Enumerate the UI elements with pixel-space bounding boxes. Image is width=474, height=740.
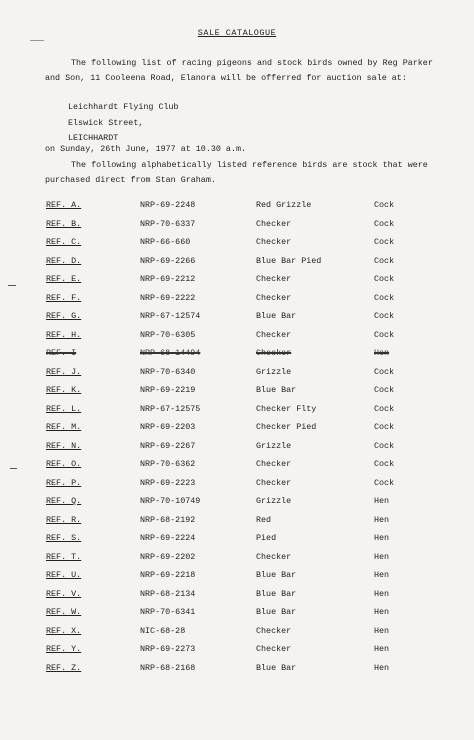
- venue-line: LEICHHARDT: [68, 133, 119, 144]
- table-row: [0, 237, 474, 249]
- bird-sex: Cock: [374, 237, 395, 247]
- bird-ring-number: NRP-68-14494: [140, 348, 201, 358]
- table-row: [0, 293, 474, 305]
- bird-ring-number: NRP-70-6305: [140, 329, 196, 340]
- bird-sex: Cock: [374, 459, 395, 469]
- sale-date: on Sunday, 26th June, 1977 at 10.30 a.m.: [45, 144, 247, 154]
- venue-line: Leichhardt Flying Club: [68, 102, 179, 112]
- bird-ref: REF. W.: [46, 607, 82, 617]
- bird-ref: REF. X.: [46, 625, 82, 636]
- bird-ref: REF. B.: [46, 218, 82, 229]
- bird-ring-number: NRP-70-6337: [140, 218, 196, 229]
- bird-colour: Grizzle: [256, 366, 292, 377]
- bird-ref: REF. J.: [46, 366, 82, 377]
- bird-colour: Blue Bar: [256, 662, 297, 673]
- bird-ring-number: NRP-70-6362: [140, 459, 196, 469]
- bird-sex: Hen: [374, 607, 390, 617]
- bird-ref: REF. S.: [46, 533, 82, 543]
- bird-colour: Checker: [256, 274, 292, 284]
- bird-ring-number: NRP-69-2219: [140, 385, 196, 395]
- page-title: SALE CATALOGUE: [197, 28, 277, 38]
- bird-ring-number: NRP-69-2273: [140, 644, 196, 654]
- bird-ring-number: NRP-68-2192: [140, 514, 196, 525]
- bird-sex: Cock: [374, 255, 395, 266]
- bird-colour: Checker Pied: [256, 422, 317, 432]
- bird-ref: REF. Y.: [46, 644, 82, 654]
- bird-ring-number: NRP-69-2223: [140, 477, 196, 488]
- bird-ref: REF. U.: [46, 570, 82, 580]
- bird-colour: Checker: [256, 459, 292, 469]
- table-row: [0, 589, 474, 601]
- bird-ref: REF. K.: [46, 385, 82, 395]
- bird-ring-number: NRP-69-2203: [140, 422, 196, 432]
- bird-colour: Checker: [256, 644, 292, 654]
- bird-ring-number: NRP-68-2134: [140, 588, 196, 599]
- bird-ring-number: NRP-66-660: [140, 237, 191, 247]
- bird-sex: Hen: [374, 514, 390, 525]
- bird-colour: Checker: [256, 218, 292, 229]
- table-row: [0, 200, 474, 212]
- bird-colour: Blue Bar: [256, 385, 297, 395]
- bird-ring-number: NRP-67-12575: [140, 403, 201, 414]
- bird-ref: REF. M.: [46, 422, 82, 432]
- table-row: [0, 515, 474, 527]
- bird-ref: REF. L.: [46, 403, 82, 414]
- bird-colour: Checker: [256, 292, 292, 303]
- bird-colour: Checker: [256, 329, 292, 340]
- table-row: [0, 256, 474, 268]
- table-row: [0, 385, 474, 397]
- bird-sex: Hen: [374, 551, 390, 562]
- bird-sex: Cock: [374, 440, 395, 451]
- bird-ref: REF. T.: [46, 551, 82, 562]
- table-row: [0, 367, 474, 379]
- table-row: [0, 663, 474, 675]
- margin-pen-mark: [10, 468, 17, 469]
- bird-colour: Checker: [256, 477, 292, 488]
- table-row: [0, 348, 474, 360]
- venue-address: [68, 100, 179, 147]
- bird-ring-number: NRP-69-2266: [140, 255, 196, 266]
- bird-sex: Hen: [374, 644, 390, 654]
- bird-sex: Cock: [374, 200, 395, 210]
- bird-ref: REF. R.: [46, 514, 82, 525]
- bird-ref: REF. D.: [46, 255, 82, 266]
- bird-sex: Hen: [374, 662, 390, 673]
- bird-sex: Cock: [374, 403, 395, 414]
- table-row: [0, 626, 474, 638]
- bird-sex: Hen: [374, 348, 390, 358]
- bird-ring-number: NRP-70-6341: [140, 607, 196, 617]
- bird-colour: Red: [256, 514, 272, 525]
- bird-ref: REF. Q.: [46, 496, 82, 506]
- margin-pen-mark: [8, 285, 16, 286]
- bird-ring-number: NRP-69-2224: [140, 533, 196, 543]
- table-row: [0, 330, 474, 342]
- bird-sex: Cock: [374, 477, 395, 488]
- table-row: [0, 404, 474, 416]
- bird-ref: REF. E.: [46, 274, 82, 284]
- bird-sex: Cock: [374, 329, 395, 340]
- margin-pen-mark: [30, 40, 44, 41]
- table-row: [0, 311, 474, 323]
- bird-ref: REF. A.: [46, 200, 82, 210]
- table-row: [0, 496, 474, 508]
- bird-ring-number: NRP-69-2212: [140, 274, 196, 284]
- table-row: [0, 441, 474, 453]
- bird-ref: REF. F.: [46, 292, 82, 303]
- table-row: [0, 552, 474, 564]
- bird-ref: REF. P.: [46, 477, 82, 488]
- intro-paragraph: The following list of racing pigeons and stock birds owned by Reg Parker and Son, 11 Cooleena Road, Elanora will be offerred for auction sale at:: [45, 58, 433, 84]
- bird-sex: Hen: [374, 570, 390, 580]
- bird-sex: Cock: [374, 366, 395, 377]
- bird-ring-number: NRP-69-2267: [140, 440, 196, 451]
- bird-colour: Checker: [256, 237, 292, 247]
- reference-note: The following alphabetically listed reference birds are stock that were purchased direct from Stan Graham.: [45, 160, 428, 186]
- table-row: [0, 459, 474, 471]
- bird-ring-number: NRP-69-2222: [140, 292, 196, 303]
- table-row: [0, 570, 474, 582]
- bird-ref: REF. N.: [46, 440, 82, 451]
- bird-colour: Checker: [256, 348, 292, 358]
- table-row: [0, 219, 474, 231]
- bird-ring-number: NIC-68-28: [140, 625, 186, 636]
- bird-colour: Checker: [256, 551, 292, 562]
- bird-ref: REF. I: [46, 348, 77, 358]
- bird-colour: Blue Bar Pied: [256, 255, 322, 266]
- venue-line: Elswick Street,: [68, 117, 144, 128]
- bird-sex: Cock: [374, 292, 395, 303]
- bird-colour: Blue Bar: [256, 311, 297, 321]
- table-row: [0, 422, 474, 434]
- bird-sex: Hen: [374, 625, 390, 636]
- bird-sex: Cock: [374, 422, 395, 432]
- bird-colour: Blue Bar: [256, 588, 297, 599]
- bird-ring-number: NRP-69-2202: [140, 551, 196, 562]
- bird-ref: REF. H.: [46, 329, 82, 340]
- bird-ref: REF. V.: [46, 588, 82, 599]
- bird-ring-number: NRP-70-10749: [140, 496, 201, 506]
- bird-ref: REF. G.: [46, 311, 82, 321]
- bird-ring-number: NRP-69-2248: [140, 200, 196, 210]
- bird-colour: Blue Bar: [256, 607, 297, 617]
- table-row: [0, 607, 474, 619]
- bird-colour: Blue Bar: [256, 570, 297, 580]
- bird-colour: Red Grizzle: [256, 200, 312, 210]
- bird-sex: Cock: [374, 311, 395, 321]
- bird-colour: Pied: [256, 533, 277, 543]
- bird-ring-number: NRP-70-6340: [140, 366, 196, 377]
- bird-colour: Checker Flty: [256, 403, 317, 414]
- bird-ring-number: NRP-67-12574: [140, 311, 201, 321]
- bird-colour: Grizzle: [256, 440, 292, 451]
- bird-sex: Cock: [374, 274, 395, 284]
- bird-colour: Checker: [256, 625, 292, 636]
- bird-ref: REF. Z.: [46, 662, 82, 673]
- bird-colour: Grizzle: [256, 496, 292, 506]
- bird-ring-number: NRP-69-2218: [140, 570, 196, 580]
- bird-ref: REF. C.: [46, 237, 82, 247]
- bird-ring-number: NRP-68-2168: [140, 662, 196, 673]
- table-row: [0, 533, 474, 545]
- bird-sex: Hen: [374, 588, 390, 599]
- table-row: [0, 274, 474, 286]
- bird-sex: Cock: [374, 385, 395, 395]
- bird-sex: Cock: [374, 218, 395, 229]
- table-row: [0, 478, 474, 490]
- bird-sex: Hen: [374, 496, 390, 506]
- bird-sex: Hen: [374, 533, 390, 543]
- bird-ref: REF. O.: [46, 459, 82, 469]
- table-row: [0, 644, 474, 656]
